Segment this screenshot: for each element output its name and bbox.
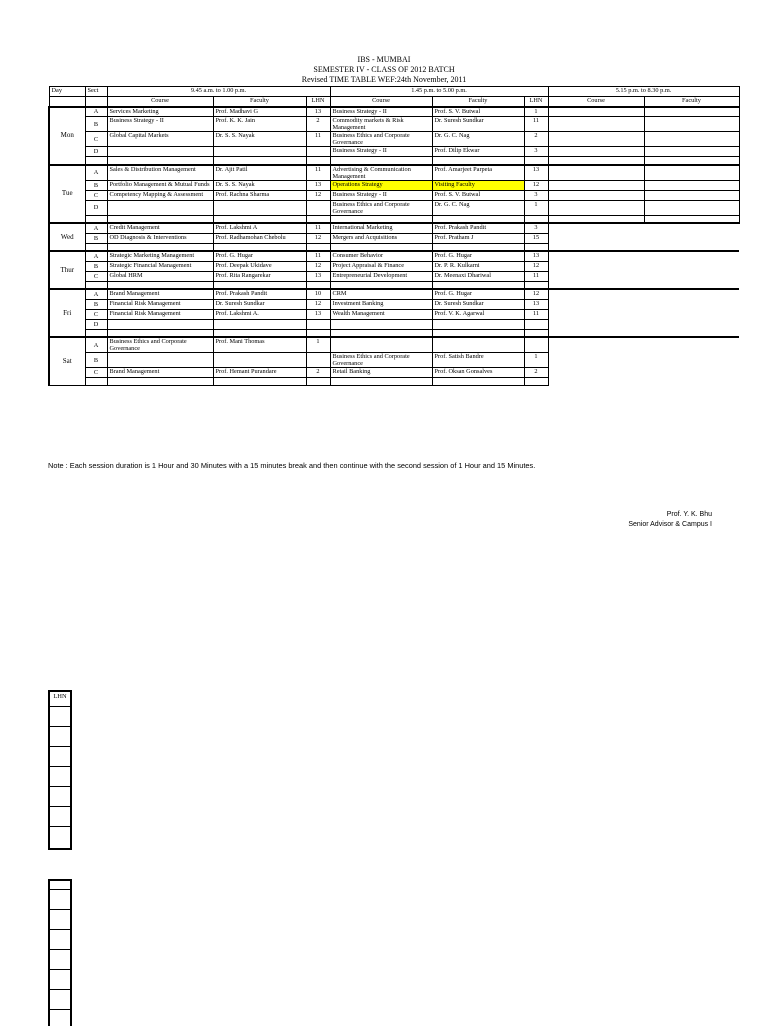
course-cell: OD Diagnosis & Interventions [107,233,213,243]
table-row [49,223,739,233]
course-cell: Entrepreneurial Development [330,271,432,281]
timetable [48,86,740,386]
lhn-cell [306,319,330,329]
evening-course-cell [548,147,644,157]
lhn-cell: 12 [306,233,330,243]
evening-course-cell [548,200,644,215]
faculty-cell: Dr. Meenaxi Dhariwal [432,271,524,281]
course-cell: Retail Banking [330,368,432,378]
sub-faculty-header: Faculty [644,97,739,107]
lhn-cell: 13 [524,299,548,309]
faculty-cell: Prof. G. Hugar [432,251,524,261]
lhn-cell [306,353,330,368]
section-cell: C [85,309,107,319]
evening-course-cell [548,165,644,181]
faculty-cell: Dr. Ajit Patil [213,165,306,181]
table-row [49,165,739,181]
section-cell: B [85,299,107,309]
course-cell: Sales & Distribution Management [107,165,213,181]
day-label: Mon [49,107,85,165]
session-note: Note : Each session duration is 1 Hour and 30 Minutes with a 15 minutes break and then continue with the second session of 1 Hour and 15 Minutes. [48,461,536,470]
evening-faculty-cell [644,200,739,215]
section-cell: A [85,107,107,117]
lhn-cell: 3 [524,190,548,200]
faculty-cell: Dr. G. C. Nag [432,132,524,147]
course-cell: Competency Mapping & Assessment [107,190,213,200]
faculty-cell: Prof. K. K. Jain [213,117,306,132]
faculty-cell [213,319,306,329]
lhn-cell: 11 [524,271,548,281]
spacer-row [49,281,739,289]
faculty-cell: Visiting Faculty [432,180,524,190]
faculty-cell: Prof. G. Hugar [213,251,306,261]
lhn-cell: 12 [524,261,548,271]
evening-course-cell [548,289,644,299]
lhn-cell: 1 [524,353,548,368]
timetable-title: Revised TIME TABLE WEF:24th November, 2011 [301,75,467,84]
lhn-cell: 13 [524,251,548,261]
course-cell: Credit Management [107,223,213,233]
lhn-cell: 2 [524,368,548,378]
section-cell: A [85,251,107,261]
faculty-cell [213,200,306,215]
sub-course-header: Course [330,97,432,107]
day-label: Sat [49,337,85,386]
course-cell: Investment Banking [330,299,432,309]
faculty-cell: Prof. Rachna Sharma [213,190,306,200]
course-cell: Services Marketing [107,107,213,117]
section-cell: B [85,353,107,368]
sub-lhn-header: LHN [306,97,330,107]
evening-course-cell [548,368,644,378]
lhn-cell [306,147,330,157]
sub-faculty-header: Faculty [432,97,524,107]
faculty-cell: Dr. S. S. Nayak [213,132,306,147]
faculty-cell: Prof. Madhavi G [213,107,306,117]
slot-afternoon-header: 1.45 p.m. to 5.00 p.m. [330,87,548,97]
evening-course-cell [548,261,644,271]
faculty-cell: Prof. Oksan Gonsalves [432,368,524,378]
lhn-cell: 2 [306,368,330,378]
lhn-cell: 12 [524,180,548,190]
spacer-row [49,215,739,223]
evening-faculty-cell [644,271,739,281]
evening-faculty-cell [644,190,739,200]
faculty-cell [432,337,524,353]
lhn-cell: 2 [524,132,548,147]
section-cell: B [85,117,107,132]
section-cell: A [85,223,107,233]
sub-course-header: Course [548,97,644,107]
signatory-title: Senior Advisor & Campus I [628,521,712,528]
course-cell: Portfolio Management & Mutual Funds [107,180,213,190]
course-cell: Business Strategy - II [107,117,213,132]
evening-course-cell [548,309,644,319]
table-row [49,368,739,378]
lhn-cell: 11 [306,132,330,147]
faculty-cell: Prof. Radhamohan Chebolu [213,233,306,243]
spacer-row [49,329,739,337]
faculty-cell [432,319,524,329]
lhn-cell: 11 [524,309,548,319]
course-cell: Project Appraisal & Finance [330,261,432,271]
evening-faculty-cell [644,261,739,271]
section-cell: C [85,271,107,281]
course-cell [107,353,213,368]
course-cell: Commodity markets & Risk Management [330,117,432,132]
course-cell: Wealth Management [330,309,432,319]
evening-course-cell [548,319,644,329]
evening-course-cell [548,107,644,117]
section-cell: D [85,319,107,329]
faculty-cell: Prof. V. K. Agarwal [432,309,524,319]
faculty-cell: Prof. Lakshmi A. [213,309,306,319]
table-row [49,309,739,319]
table-row [49,299,739,309]
semester-title: SEMESTER IV - CLASS OF 2012 BATCH [313,65,455,74]
col-day-header: Day [49,87,85,97]
table-row [49,319,739,329]
institute-title: IBS - MUMBAI [357,55,411,64]
evening-course-cell [548,132,644,147]
course-cell: Financial Risk Management [107,309,213,319]
course-cell [330,337,432,353]
table-row [49,289,739,299]
evening-faculty-cell [644,132,739,147]
faculty-cell: Prof. Hemant Purandare [213,368,306,378]
lhn-cell: 13 [306,107,330,117]
faculty-cell: Prof. Dilip Ekwar [432,147,524,157]
lhn-cell: 12 [306,190,330,200]
section-cell: D [85,200,107,215]
table-row [49,271,739,281]
evening-course-cell [548,223,644,233]
section-cell: A [85,289,107,299]
course-cell: Brand Management [107,289,213,299]
evening-course-cell [548,117,644,132]
slot-evening-header: 5.15 p.m. to 8.30 p.m. [548,87,739,97]
evening-course-cell [548,299,644,309]
faculty-cell: Prof. Mani Thomas [213,337,306,353]
evening-course-cell [548,251,644,261]
table-row [49,107,739,117]
day-label: Tue [49,165,85,224]
section-cell: A [85,165,107,181]
course-cell: Business Ethics and Corporate Governance [330,132,432,147]
evening-faculty-cell [644,233,739,243]
table-row [49,233,739,243]
day-label: Fri [49,289,85,337]
evening-faculty-cell [644,289,739,299]
faculty-cell: Dr. S. S. Nayak [213,180,306,190]
course-cell [107,319,213,329]
evening-faculty-cell [644,223,739,233]
evening-course-cell [548,190,644,200]
evening-faculty-cell [644,319,739,329]
lhn-cell [524,319,548,329]
faculty-cell: Prof. Lakshmi A [213,223,306,233]
course-cell: Business Strategy - II [330,190,432,200]
lhn-cell: 10 [306,289,330,299]
sub-faculty-header: Faculty [213,97,306,107]
course-cell: Business Ethics and Corporate Governance [107,337,213,353]
table-row [49,180,739,190]
signatory-name: Prof. Y. K. Bhu [666,511,712,518]
lhn-cell: 12 [524,289,548,299]
evening-faculty-cell [644,353,739,368]
section-cell: B [85,233,107,243]
lhn-cell: 11 [524,117,548,132]
evening-faculty-cell [644,107,739,117]
table-row [49,200,739,215]
faculty-cell: Prof. Pratham J [432,233,524,243]
lhn-cell: 13 [306,271,330,281]
lhn-cell: 13 [524,165,548,181]
faculty-cell: Prof. Satish Bandre [432,353,524,368]
table-row [49,190,739,200]
faculty-cell [213,353,306,368]
evening-faculty-cell [644,368,739,378]
course-cell: Global Capital Markets [107,132,213,147]
faculty-cell: Dr. Suresh Sundkar [213,299,306,309]
course-cell: CRM [330,289,432,299]
spacer-row [49,157,739,165]
course-cell [330,319,432,329]
evening-faculty-cell [644,299,739,309]
course-cell: Advertising & Communication Management [330,165,432,181]
table-row [49,261,739,271]
evening-course-cell [548,180,644,190]
lhn-cell: 12 [306,299,330,309]
faculty-cell: Dr. Suresh Sundkar [432,299,524,309]
lhn-cell: 1 [306,337,330,353]
lhn-cell: 15 [524,233,548,243]
section-cell: B [85,261,107,271]
table-row [49,251,739,261]
faculty-cell: Prof. Amarjeet Parpeta [432,165,524,181]
table-row [49,117,739,132]
lhn-cell: 2 [306,117,330,132]
course-cell: Business Strategy - II [330,107,432,117]
evening-faculty-cell [644,309,739,319]
lhn-cell: 11 [306,251,330,261]
evening-faculty-cell [644,165,739,181]
col-sect-header: Sect [85,87,107,97]
table-row [49,132,739,147]
lhn-cell: 11 [306,165,330,181]
table-row [49,353,739,368]
lhn-cell: 12 [306,261,330,271]
faculty-cell: Prof. Deepak Ukidave [213,261,306,271]
faculty-cell: Prof. Rita Rangarekar [213,271,306,281]
lhn-cell: 1 [524,107,548,117]
section-cell: C [85,368,107,378]
faculty-cell: Prof. Prakash Pandit [432,223,524,233]
lhn-cell: 1 [524,200,548,215]
course-cell: Global HRM [107,271,213,281]
slot-morning-header: 9.45 a.m. to 1.00 p.m. [107,87,330,97]
evening-faculty-cell [644,180,739,190]
lhn-cell [524,337,548,353]
faculty-cell: Prof. S. V. Butwal [432,190,524,200]
faculty-cell: Dr. G. C. Nag [432,200,524,215]
evening-course-cell [548,233,644,243]
lhn-cell: 13 [306,180,330,190]
course-cell: Business Ethics and Corporate Governance [330,200,432,215]
evening-course-cell [548,337,644,353]
lhn-strip-2 [48,879,72,1026]
lhn-strip-label: LHN [50,692,70,707]
section-cell: C [85,190,107,200]
course-cell [107,147,213,157]
day-label: Thur [49,251,85,289]
evening-faculty-cell [644,117,739,132]
course-cell [107,200,213,215]
course-cell: Operations Strategy [330,180,432,190]
evening-faculty-cell [644,337,739,353]
faculty-cell: Dr. P. R. Kulkarni [432,261,524,271]
evening-faculty-cell [644,251,739,261]
course-cell: Consumer Behavior [330,251,432,261]
section-cell: B [85,180,107,190]
evening-faculty-cell [644,147,739,157]
faculty-cell [213,147,306,157]
faculty-cell: Prof. G. Hugar [432,289,524,299]
day-label: Wed [49,223,85,251]
course-cell: Business Strategy - II [330,147,432,157]
course-cell: Brand Management [107,368,213,378]
course-cell: Mergers and Acquisitions [330,233,432,243]
course-cell: Strategic Financial Management [107,261,213,271]
table-row [49,147,739,157]
lhn-cell: 3 [524,223,548,233]
section-cell: D [85,147,107,157]
section-cell: C [85,132,107,147]
course-cell: Strategic Marketing Management [107,251,213,261]
spacer-row [49,243,739,251]
faculty-cell: Prof. Prakash Pandit [213,289,306,299]
course-cell: Business Ethics and Corporate Governance [330,353,432,368]
evening-course-cell [548,353,644,368]
evening-course-cell [548,271,644,281]
lhn-cell: 13 [306,309,330,319]
sub-course-header: Course [107,97,213,107]
table-row [49,337,739,353]
sub-lhn-header: LHN [524,97,548,107]
course-cell: International Marketing [330,223,432,233]
section-cell: A [85,337,107,353]
lhn-cell: 11 [306,223,330,233]
lhn-cell: 3 [524,147,548,157]
faculty-cell: Dr. Suresh Sundkar [432,117,524,132]
lhn-cell [306,200,330,215]
lhn-strip-1 [48,690,72,850]
course-cell: Financial Risk Management [107,299,213,309]
spacer-row [49,378,739,386]
faculty-cell: Prof. S. V. Butwal [432,107,524,117]
